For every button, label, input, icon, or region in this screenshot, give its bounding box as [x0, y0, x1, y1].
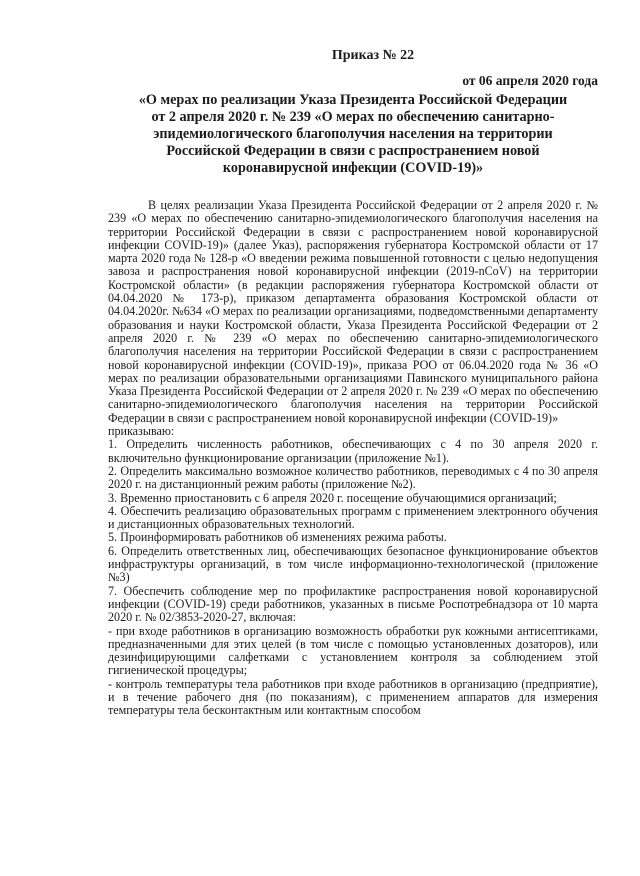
heading-line: коронавирусной инфекции (COVID-19)»: [222, 160, 484, 176]
order-item-6: 6. Определить ответственных лиц, обеспечивающих безопасное функционирование объектов инфраструктуры организаций, в том числе информационно-технологической (приложение №3): [108, 543, 598, 585]
order-word: приказываю:: [108, 424, 175, 439]
order-subitem: - контроль температуры тела работников при входе работников в организацию (предприятие), и в течение рабочего дня (по показаниям), с применением аппаратов для измерения температуры тела бесконтактным или контактным способом: [108, 676, 598, 718]
order-date: от 06 апреля 2020 года: [462, 73, 598, 88]
document-body: [108, 199, 598, 718]
order-item-3: 3. Временно приостановить с 6 апреля 2020 г. посещение обучающимися организаций;: [108, 490, 557, 505]
order-item-7: 7. Обеспечить соблюдение мер по профилактике распространения новой коронавирусной инфекции (COVID-19) среди работников, указанных в письме Роспотребнадзора от 10 марта 2020 г. № 02/3853-2020-27, включая:: [108, 583, 598, 625]
order-item-5: 5. Проинформировать работников об изменениях режима работы.: [108, 530, 447, 545]
heading-line: «О мерах по реализации Указа Президента Российской Федерации: [138, 92, 568, 108]
preamble-paragraph: В целях реализации Указа Президента Российской Федерации от 2 апреля 2020 г. № 239 «О мерах по обеспечению санитарно-эпидемиологического благополучия населения на территории Российской Федерации в связи с распространением новой коронавирусной инфекции COVID-19)» (далее Указ), распоряжения губернатора Костромской области от 17 марта 2020 года № 128-р «О введении режима повышенной готовности с целью недопущения завоза и распространения новой коронавирусной инфекции (2019-nCoV) на территории Костромской области» (в редакции распоряжения губернатора Костромской области от 04.04.2020 № 173-р), приказом департамента образования Костромской области от 04.04.2020г. №634 «О мерах по реализации организациями, подведомственными департаменту образования и науки Костромской области, Указа Президента Российской Федерации от 2 апреля 2020 г. № 239 «О мерах по обеспечению санитарно-эпидемиологического благополучия населения на территории Российской Федерации в связи с распространением новой коронавирусной инфекции (COVID-19)», приказа РОО от 06.04.2020 года № 36 «О мерах по реализации образовательными организациями Павинского муниципального района Указа Президента Российской Федерации от 2 апреля 2020 г. № 239 «О мерах по обеспечению санитарно-эпидемиологического благополучия населения на территории Российской Федерации в связи с распространением новой коронавирусной инфекции (COVID-19)»: [108, 198, 598, 425]
order-subitem: - при входе работников в организацию возможность обработки рук кожными антисептиками, предназначенными для этих целей (в том числе с помощью установленных дозаторов), или дезинфицирующими салфетками с установлением контроля за соблюдением этой гигиенической процедуры;: [108, 623, 598, 678]
heading-line: эпидемиологического благополучия населения на территории: [153, 126, 553, 142]
order-item-2: 2. Определить максимально возможное количество работников, переводимых с 4 по 30 апреля 2020 г. на дистанционный режим работы (приложение №2).: [108, 463, 598, 492]
document-heading: [108, 92, 598, 177]
order-number: Приказ № 22: [331, 48, 415, 63]
heading-line: от 2 апреля 2020 г. № 239 «О мерах по обеспечению санитарно-: [151, 109, 555, 125]
order-item-4: 4. Обеспечить реализацию образовательных программ с применением электронного обучения и дистанционных образовательных технологий.: [108, 503, 598, 532]
order-item-1: 1. Определить численность работников, обеспечивающих с 4 по 30 апреля 2020 г. включительно функционирование организации (приложение №1).: [108, 437, 598, 465]
heading-line: Российской Федерации в связи с распространением новой: [166, 143, 540, 159]
